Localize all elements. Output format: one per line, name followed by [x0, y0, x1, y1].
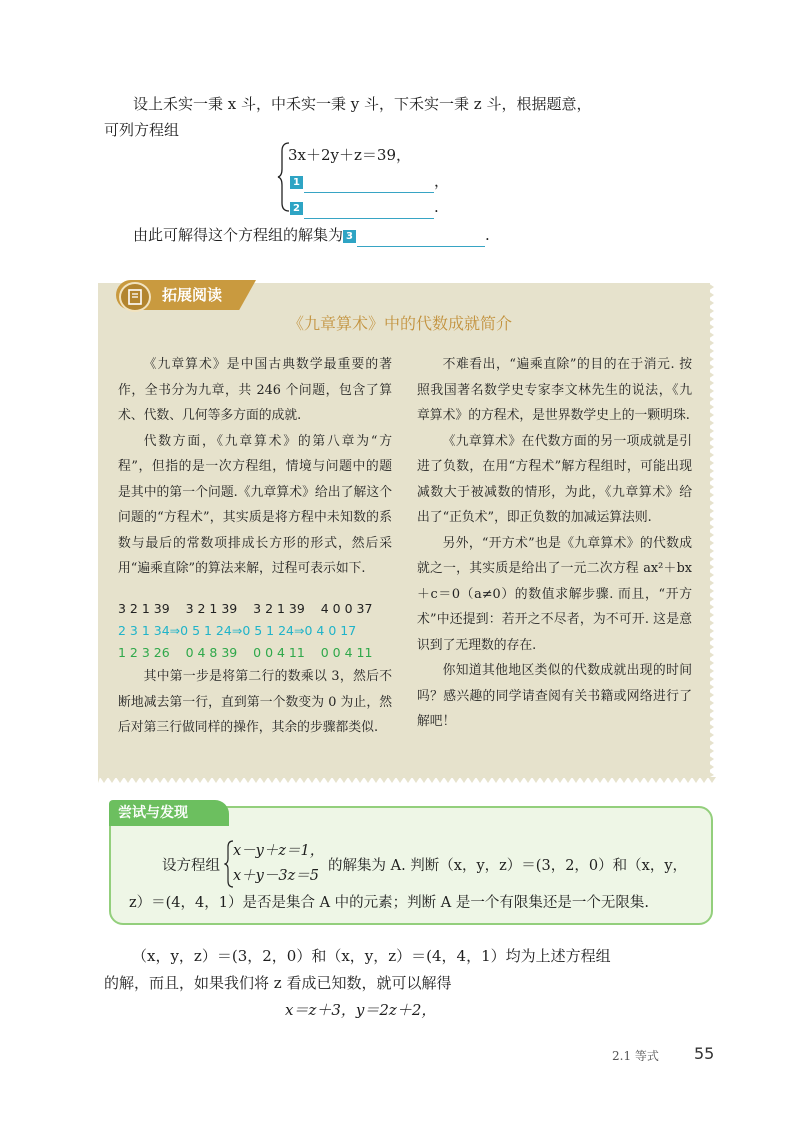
blank-number-3: 3: [343, 230, 356, 243]
matrix-row-1: 3 2 1 39 3 2 1 39 3 2 1 39 4 0 0 37: [118, 601, 373, 616]
reading-left-column: [118, 352, 392, 582]
equation-blank-1: [290, 169, 449, 193]
blank-1-end: ，: [434, 172, 450, 190]
solution-end: .: [485, 226, 490, 244]
right-paragraph-4: 你知道其他地区类似的代数成就出现的时间吗？感兴趣的同学请查阅有关书籍或网络进行了解吧！: [417, 663, 692, 729]
answer-blank-2[interactable]: [304, 200, 434, 219]
panel-zigzag-bottom: [98, 777, 716, 785]
equation-1: 3x＋2y＋z＝39，: [288, 146, 412, 164]
answer-blank-3[interactable]: [357, 228, 485, 247]
try-header-label: 尝试与发现: [118, 805, 188, 821]
matrix-row-2: 2 3 1 34⇒0 5 1 24⇒0 5 1 24⇒0 4 0 17: [118, 623, 357, 638]
try-text-1: 的解集为 A. 判断（x，y，z）＝(3，2，0）和（x，y，: [328, 858, 688, 874]
reading-left-after: [118, 664, 392, 741]
reading-title: 《九章算术》中的代数成就简介: [287, 314, 512, 333]
try-lead: 设方程组: [162, 858, 220, 874]
try-eq-2: x＋y－3z＝5: [233, 868, 319, 884]
blank-number-1: 1: [290, 176, 303, 189]
left-paragraph-2: 代数方面，《九章算术》的第八章为“方程”，但指的是一次方程组，情境与问题中的题是其中的第一个问题.《九章算术》给出了解这个问题的“方程术”，其实质是将方程中未知数的系数与最后的常数项排成长方形的形式，然后采用“遍乘直除”的算法来解，过程可表示如下.: [118, 433, 392, 576]
bottom-line-2: 的解，而且，如果我们将 z 看成已知数，就可以解得: [104, 974, 452, 992]
book-icon: [119, 282, 151, 312]
answer-blank-1[interactable]: [304, 174, 434, 193]
left-paragraph-3: 其中第一步是将第二行的数乘以 3，然后不断地减去第一行，直到第一个数变为 0 为止，然后对第三行做同样的操作，其余的步骤都类似.: [118, 669, 392, 735]
right-paragraph-2: 《九章算术》在代数方面的另一项成就是引进了负数，在用“方程术”解方程组时，可能出现减数大于被减数的情形，为此，《九章算术》给出了“正负术”，即正负数的加减运算法则.: [417, 433, 692, 525]
right-paragraph-3: 另外，“开方术”也是《九章算术》的代数成就之一，其实质是给出了一元二次方程 ax²＋bx＋c＝0（a≠0）的数值求解步骤. 而且，“开方术”中还提到：若开之不尽者，为不可开. 这是意识到了无理数的存在.: [417, 535, 692, 653]
reading-right-column: [417, 352, 692, 735]
reading-tab-label: 拓展阅读: [162, 286, 223, 304]
section-label: 2.1 等式: [612, 1049, 659, 1063]
solution-text: 由此可解得这个方程组的解集为: [133, 226, 344, 244]
bottom-line-3: x＝z＋3，y＝2z＋2，: [285, 1001, 437, 1019]
blank-number-2: 2: [290, 202, 303, 215]
page-number: 55: [694, 1044, 715, 1063]
intro-line-2: 可列方程组: [104, 121, 180, 139]
bottom-line-1: （x，y，z）＝(3，2，0）和（x，y，z）＝(4，4，1）均为上述方程组: [132, 947, 611, 965]
solution-line: [133, 223, 490, 247]
left-paragraph-1: 《九章算术》是中国古典数学最重要的著作，全书分为九章，共 246 个问题，包含了算术、代数、几何等多方面的成就.: [118, 357, 392, 423]
matrix-row-3: 1 2 3 26 0 4 8 39 0 0 4 11 0 0 4 11: [118, 645, 373, 660]
panel-zigzag-right: [708, 283, 716, 778]
blank-2-end: .: [434, 198, 439, 216]
right-paragraph-1: 不难看出，“遍乘直除”的目的在于消元. 按照我国著名数学史专家李文林先生的说法，《九章算术》的方程术，是世界数学史上的一颗明珠.: [417, 357, 692, 423]
intro-line-1: 设上禾实一秉 x 斗，中禾实一秉 y 斗，下禾实一秉 z 斗，根据题意，: [133, 95, 592, 113]
try-eq-1: x－y＋z＝1，: [233, 843, 325, 859]
equation-blank-2: [290, 195, 439, 219]
try-text-2: z）＝(4，4，1）是否是集合 A 中的元素；判断 A 是一个有限集还是一个无限集.: [129, 895, 649, 911]
